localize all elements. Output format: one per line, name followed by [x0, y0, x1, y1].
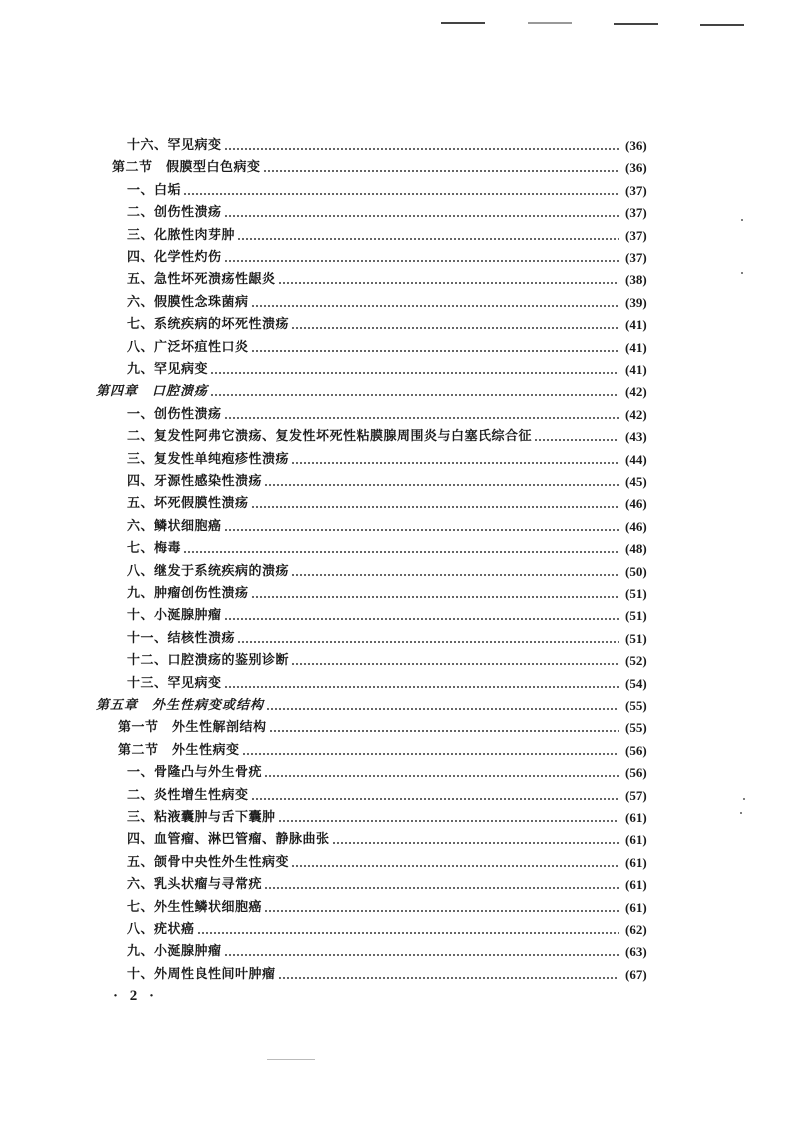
toc-entry-title: 第五章 外生性病变或结构 [96, 698, 265, 713]
dot-leader [224, 529, 619, 531]
toc-entry-title: 十六、罕见病变 [127, 138, 222, 153]
scan-speck [741, 219, 743, 221]
scan-speck [743, 798, 745, 800]
toc-entry-title: 三、化脓性肉芽肿 [127, 227, 236, 243]
dot-leader [210, 372, 619, 374]
toc-entry-title: 二、炎性增生性病变 [127, 787, 249, 803]
dot-leader [534, 439, 619, 441]
toc-entry-title: 十一、结核性溃疡 [127, 630, 236, 646]
toc-entry-item [127, 628, 661, 650]
toc-entry-chapter [96, 695, 661, 717]
toc-entry-title: 七、系统疾病的坏死性溃疡 [127, 317, 290, 333]
toc-entry-page: (41) [625, 317, 647, 333]
toc-entry-title: 五、急性坏死溃疡性龈炎 [127, 272, 276, 288]
toc-entry-page: (46) [625, 518, 647, 534]
dot-leader [264, 484, 619, 486]
dot-leader [291, 327, 619, 329]
toc-entry-chapter [96, 381, 661, 403]
toc-entry-title: 九、小涎腺肿瘤 [127, 944, 222, 960]
toc-entry-page: (46) [625, 496, 647, 512]
toc-entry-page: (56) [625, 765, 647, 781]
toc-entry-item [127, 247, 661, 269]
dot-leader [269, 730, 619, 732]
toc-entry-item [127, 605, 661, 627]
header-rule [528, 22, 572, 24]
toc-entry-item [127, 471, 661, 493]
dot-leader [224, 215, 619, 217]
toc-entry-title: 六、假膜性念珠菌病 [127, 294, 249, 310]
toc-entry-item [127, 292, 661, 314]
toc-entry-page: (41) [625, 362, 647, 377]
toc-entry-page: (57) [625, 787, 647, 803]
toc-entry-page: (42) [625, 406, 647, 422]
toc-entry-section [118, 717, 661, 739]
toc-entry-page: (42) [625, 384, 647, 400]
toc-entry-item [127, 449, 661, 471]
toc-entry-title: 四、血管瘤、淋巴管瘤、静脉曲张 [127, 832, 330, 848]
toc-entry-page: (36) [625, 160, 647, 176]
dot-leader [264, 775, 619, 777]
toc-entry-title: 七、外生性鳞状细胞癌 [127, 899, 263, 915]
toc-entry-title: 八、继发于系统疾病的溃疡 [127, 563, 290, 579]
toc-entry-page: (67) [625, 966, 647, 982]
toc-entry-item [127, 180, 661, 202]
toc-entry-item [127, 897, 661, 919]
toc-entry-title: 第一节 外生性解剖结构 [118, 720, 267, 736]
toc-entry-item [127, 941, 661, 963]
toc-entry-item [127, 426, 661, 448]
toc-entry-page: (54) [625, 675, 647, 691]
toc-entry-page: (45) [625, 474, 647, 489]
toc-entry-page: (61) [625, 877, 647, 893]
dot-leader [224, 954, 619, 956]
dot-leader [224, 417, 619, 419]
dot-leader [224, 686, 619, 688]
toc-entry-page: (61) [625, 854, 647, 870]
toc-entry-title: 三、粘液囊肿与舌下囊肿 [127, 810, 276, 825]
toc-entry-page: (37) [625, 227, 647, 243]
toc-entry-page: (52) [625, 653, 647, 669]
toc-entry-page: (55) [625, 698, 647, 713]
dot-leader [251, 305, 619, 307]
dot-leader [263, 170, 619, 172]
toc-entry-page: (37) [625, 182, 647, 198]
toc-entry-title: 第二节 假膜型白色病变 [112, 160, 261, 176]
toc-entry-page: (56) [625, 742, 647, 758]
scan-speck [741, 272, 743, 274]
toc-entry-item [127, 135, 661, 157]
dot-leader [278, 282, 619, 284]
toc-entry-item [127, 516, 661, 538]
dot-leader [210, 394, 619, 396]
header-rules [0, 20, 793, 26]
toc-entry-item [127, 202, 661, 224]
toc-entry-title: 一、白垢 [127, 182, 182, 198]
scan-artifact-mark [267, 1059, 315, 1060]
dot-leader [183, 551, 619, 553]
toc-entry-title: 十三、罕见病变 [127, 675, 222, 691]
toc-entry-item [127, 673, 661, 695]
toc-entry-item [127, 919, 661, 941]
dot-leader [251, 798, 619, 800]
toc-entry-page: (44) [625, 451, 647, 467]
dot-leader [291, 865, 619, 867]
toc-entry-page: (61) [625, 810, 647, 825]
toc-entry-page: (51) [625, 608, 647, 624]
toc-entry-title: 七、梅毒 [127, 541, 182, 557]
toc-entry-item [127, 538, 661, 560]
dot-leader [183, 193, 619, 195]
toc-entry-title: 五、坏死假膜性溃疡 [127, 496, 249, 512]
toc-entry-item [127, 650, 661, 672]
dot-leader [224, 260, 619, 262]
toc-entry-item [127, 785, 661, 807]
header-rule [700, 24, 744, 26]
dot-leader [278, 977, 619, 979]
toc-entry-section [112, 157, 661, 179]
dot-leader [266, 708, 619, 710]
dot-leader [251, 506, 619, 508]
scan-speck [740, 812, 742, 814]
dot-leader [291, 663, 619, 665]
toc-entry-item [127, 225, 661, 247]
toc-entry-page: (50) [625, 563, 647, 579]
toc-entry-title: 五、颌骨中央性外生性病变 [127, 854, 290, 870]
toc-entry-page: (61) [625, 899, 647, 915]
toc-entry-item [127, 337, 661, 359]
toc-entry-title: 一、创伤性溃疡 [127, 406, 222, 422]
toc-entry-title: 八、疣状癌 [127, 922, 195, 937]
toc-entry-item [127, 493, 661, 515]
toc-entry-page: (36) [625, 138, 647, 153]
toc-entry-title: 六、鳞状细胞癌 [127, 518, 222, 534]
header-rule [614, 23, 658, 25]
dot-leader [224, 148, 619, 150]
toc-entry-title: 三、复发性单纯疱疹性溃疡 [127, 451, 290, 467]
dot-leader [237, 641, 619, 643]
toc-entry-page: (61) [625, 832, 647, 848]
toc-entry-title: 一、骨隆凸与外生骨疣 [127, 765, 263, 781]
toc-entry-section [118, 740, 661, 762]
toc-entry-title: 二、复发性阿弗它溃疡、复发性坏死性粘膜腺周围炎与白塞氏综合征 [127, 429, 533, 445]
toc-entry-page: (37) [625, 205, 647, 221]
toc-entry-page: (43) [625, 429, 647, 445]
toc-entry-item [127, 829, 661, 851]
toc-entry-item [127, 404, 661, 426]
toc-entry-title: 九、肿瘤创伤性溃疡 [127, 586, 249, 601]
toc-entry-page: (41) [625, 339, 647, 355]
dot-leader [332, 842, 619, 844]
toc-entry-item [127, 583, 661, 605]
dot-leader [264, 887, 619, 889]
dot-leader [237, 238, 619, 240]
dot-leader [251, 350, 619, 352]
toc-entry-item [127, 852, 661, 874]
toc-entry-title: 四、化学性灼伤 [127, 250, 222, 265]
dot-leader [251, 596, 619, 598]
toc-entry-title: 八、广泛坏疽性口炎 [127, 339, 249, 355]
dot-leader [242, 753, 619, 755]
dot-leader [291, 574, 619, 576]
toc-entry-title: 二、创伤性溃疡 [127, 205, 222, 221]
dot-leader [264, 910, 619, 912]
toc-entry-item [127, 269, 661, 291]
dot-leader [278, 820, 619, 822]
toc-entry-item [127, 874, 661, 896]
toc-entry-item [127, 964, 661, 986]
toc-entry-item [127, 561, 661, 583]
dot-leader [224, 618, 619, 620]
toc-entry-title: 六、乳头状瘤与寻常疣 [127, 877, 263, 893]
toc-entry-page: (39) [625, 294, 647, 310]
toc-entry-title: 十、外周性良性间叶肿瘤 [127, 966, 276, 982]
toc-entry-title: 九、罕见病变 [127, 362, 209, 377]
toc-entry-page: (38) [625, 272, 647, 288]
toc-entry-page: (55) [625, 720, 647, 736]
dot-leader [197, 932, 619, 934]
toc-entry-item [127, 314, 661, 336]
toc-entry-title: 第四章 口腔溃疡 [96, 384, 209, 400]
toc-entry-item [127, 807, 661, 829]
toc-entry-title: 十二、口腔溃疡的鉴别诊断 [127, 653, 290, 669]
toc-entry-page: (62) [625, 922, 647, 937]
toc-entry-page: (51) [625, 630, 647, 646]
toc-entry-title: 十、小涎腺肿瘤 [127, 608, 222, 624]
toc-entry-title: 第二节 外生性病变 [118, 742, 240, 758]
dot-leader [291, 462, 619, 464]
toc-entry-page: (37) [625, 250, 647, 265]
toc-entry-page: (48) [625, 541, 647, 557]
toc-entry-item [127, 762, 661, 784]
toc-entry-item [127, 359, 661, 381]
header-rule [441, 22, 485, 24]
toc-entry-page: (63) [625, 944, 647, 960]
page-number: · 2 · [113, 988, 159, 1004]
toc-entry-title: 四、牙源性感染性溃疡 [127, 474, 263, 489]
toc-entry-page: (51) [625, 586, 647, 601]
